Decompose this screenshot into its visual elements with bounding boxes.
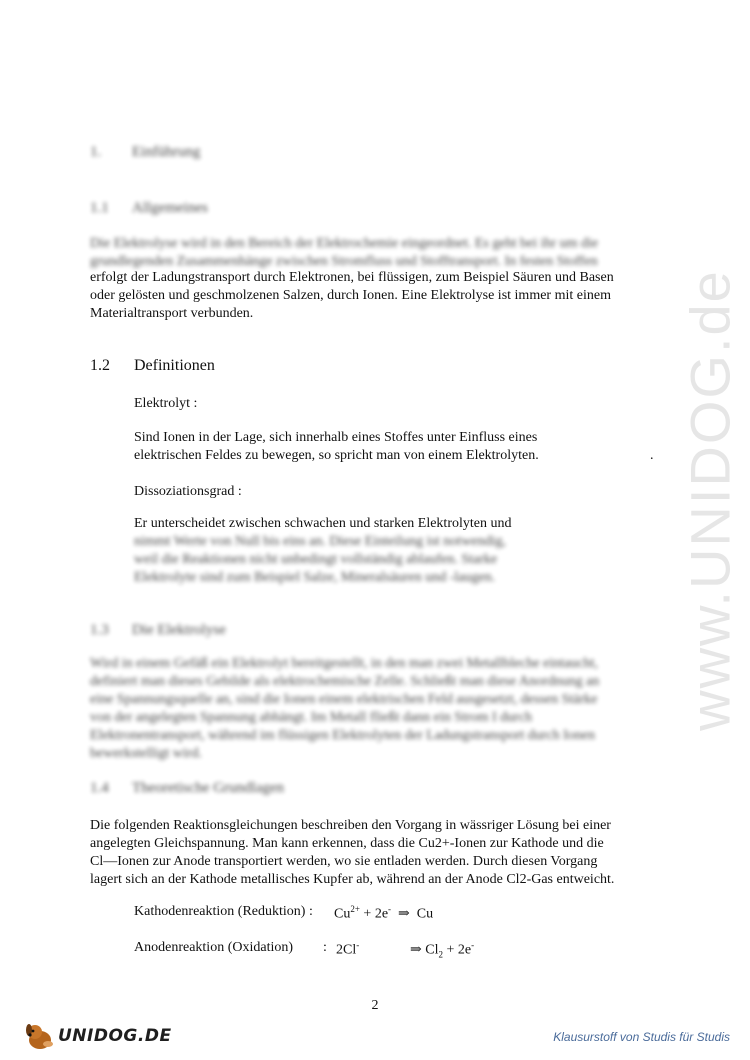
section-heading-1-4 [90, 780, 284, 797]
section-heading-1-2 [90, 357, 215, 375]
text-line: Wird in einem Gefäß ein Elektrolyt bereitgestellt, in den man zwei Metallbleche eintaucht, [90, 656, 598, 671]
section-number: 1. [90, 144, 102, 160]
unidog-logo [22, 1020, 182, 1052]
reaction-anode-colon: : [323, 940, 327, 955]
text-line: von der angelegten Spannung abhängt. Im Metall fließt dann ein Strom I durch [90, 710, 533, 725]
text-line: Die Elektrolyse wird in den Bereich der Elektrochemie eingeordnet. Es geht bei ihr um die [90, 236, 599, 251]
anode-electron-charge: - [471, 940, 475, 950]
anode-lhs-charge: - [356, 940, 360, 950]
text-line: elektrischen Feldes zu bewegen, so spricht man von einem Elektrolyten. [134, 448, 539, 463]
text-line: bewerkstelligt wird. [90, 746, 202, 761]
section-heading-1-3 [90, 622, 226, 639]
text-line: Sind Ionen in der Lage, sich innerhalb eines Stoffes unter Einfluss eines [134, 430, 538, 445]
footer-tagline: Klausurstoff von Studis für Studis [553, 1030, 730, 1044]
paragraph-elektrolyse-blurred [90, 655, 660, 763]
kathode-lhs: Cu [334, 906, 351, 922]
watermark-text: www.UNIDOG.de [678, 269, 742, 731]
anode-lhs: 2Cl [336, 942, 357, 958]
text-line: Materialtransport verbunden. [90, 306, 254, 321]
text-line: grundlegenden Zusammenhänge zwischen Stromfluss und Stofftransport. In festen Stoffen [90, 254, 598, 269]
section-heading-1-1 [90, 200, 208, 217]
text-line: eine Spannungsquelle an, sind die Ionen einem elektrischen Feld ausgesetzt, dessen Stärke [90, 692, 598, 707]
text-line: lagert sich an der Kathode metallisches Kupfer ab, während an der Anode Cl2-Gas entweicht. [90, 872, 615, 887]
text-line: erfolgt der Ladungstransport durch Elektronen, bei flüssigen, zum Beispiel Säuren und Basen [90, 270, 614, 285]
section-title: Theoretische Grundlagen [132, 780, 285, 796]
watermark [600, 269, 750, 731]
text-line: Elektronentransport, während im flüssigen Elektrolyten der Ladungstransport durch Ionen [90, 728, 596, 743]
section-number: 1.1 [90, 200, 109, 216]
definition-label-dissoziationsgrad: Dissoziationsgrad : [134, 484, 242, 499]
implies-arrow-icon: ⇒ [398, 906, 410, 922]
anode-electrons: + 2e [442, 942, 472, 958]
section-title: Die Elektrolyse [132, 622, 226, 638]
text-line: Elektrolyte sind zum Beispiel Salze, Mineralsäuren und -laugen. [134, 570, 496, 585]
text-line: weil die Reaktionen nicht unbedingt vollständig ablaufen. Starke [134, 552, 498, 567]
text-line: Cl—Ionen zur Anode transportiert werden, wo sie entladen werden. Durch diesen Vorgang [90, 854, 598, 869]
kathode-rhs: Cu [416, 906, 434, 922]
dog-mascot-icon [22, 1020, 58, 1052]
reaction-anode-rhs [410, 940, 474, 959]
paragraph-allgemeines [90, 269, 670, 323]
kathode-electron-charge: - [388, 904, 392, 914]
logo-text: UNIDOG.DE [58, 1026, 172, 1046]
text-line: nimmt Werte von Null bis eins an. Diese Einteilung ist notwendig, [134, 534, 506, 549]
section-number: 1.3 [90, 622, 109, 638]
reaction-anode-lhs [336, 940, 359, 959]
text-line: Die folgenden Reaktionsgleichungen beschreiben den Vorgang in wässriger Lösung bei einer [90, 818, 611, 833]
paragraph-grundlagen [90, 817, 670, 889]
paragraph-allgemeines-blurred [90, 235, 660, 271]
section-number: 1.4 [90, 780, 109, 796]
text-line: oder gelösten und geschmolzenen Salzen, durch Ionen. Eine Elektrolyse ist immer mit einem [90, 288, 611, 303]
anode-rhs-index: 2 [438, 949, 443, 960]
reaction-kathode-label: Kathodenreaktion (Reduktion) : [134, 904, 313, 919]
section-number: 1.2 [90, 357, 110, 374]
section-title: Allgemeines [132, 200, 208, 216]
definition-label-elektrolyt: Elektrolyt : [134, 396, 198, 411]
text-line: angelegten Gleichspannung. Man kann erkennen, dass die Cu2+-Ionen zur Kathode und die [90, 836, 604, 851]
section-title: Definitionen [134, 357, 215, 374]
definition-text-dissoziationsgrad-blurred [134, 533, 564, 587]
section-title: Einführung [132, 144, 201, 160]
reaction-kathode-equation [334, 904, 433, 923]
definition-text-elektrolyt [134, 429, 604, 465]
reaction-anode-label: Anodenreaktion (Oxidation) [134, 940, 294, 955]
kathode-electrons: + 2e [363, 906, 389, 922]
text-line: definiert man dieses Gebilde als elektrochemische Zelle. Schließt man diese Anordnung an [90, 674, 600, 689]
anode-rhs: Cl [425, 942, 439, 958]
section-heading-1 [90, 144, 200, 161]
stray-dot: . [650, 448, 654, 463]
implies-arrow-icon: ⇒ [410, 942, 422, 958]
page-number: 2 [371, 998, 379, 1013]
kathode-lhs-charge: 2+ [350, 904, 360, 914]
definition-text-dissoziationsgrad: Er unterscheidet zwischen schwachen und starken Elektrolyten und [134, 516, 512, 531]
